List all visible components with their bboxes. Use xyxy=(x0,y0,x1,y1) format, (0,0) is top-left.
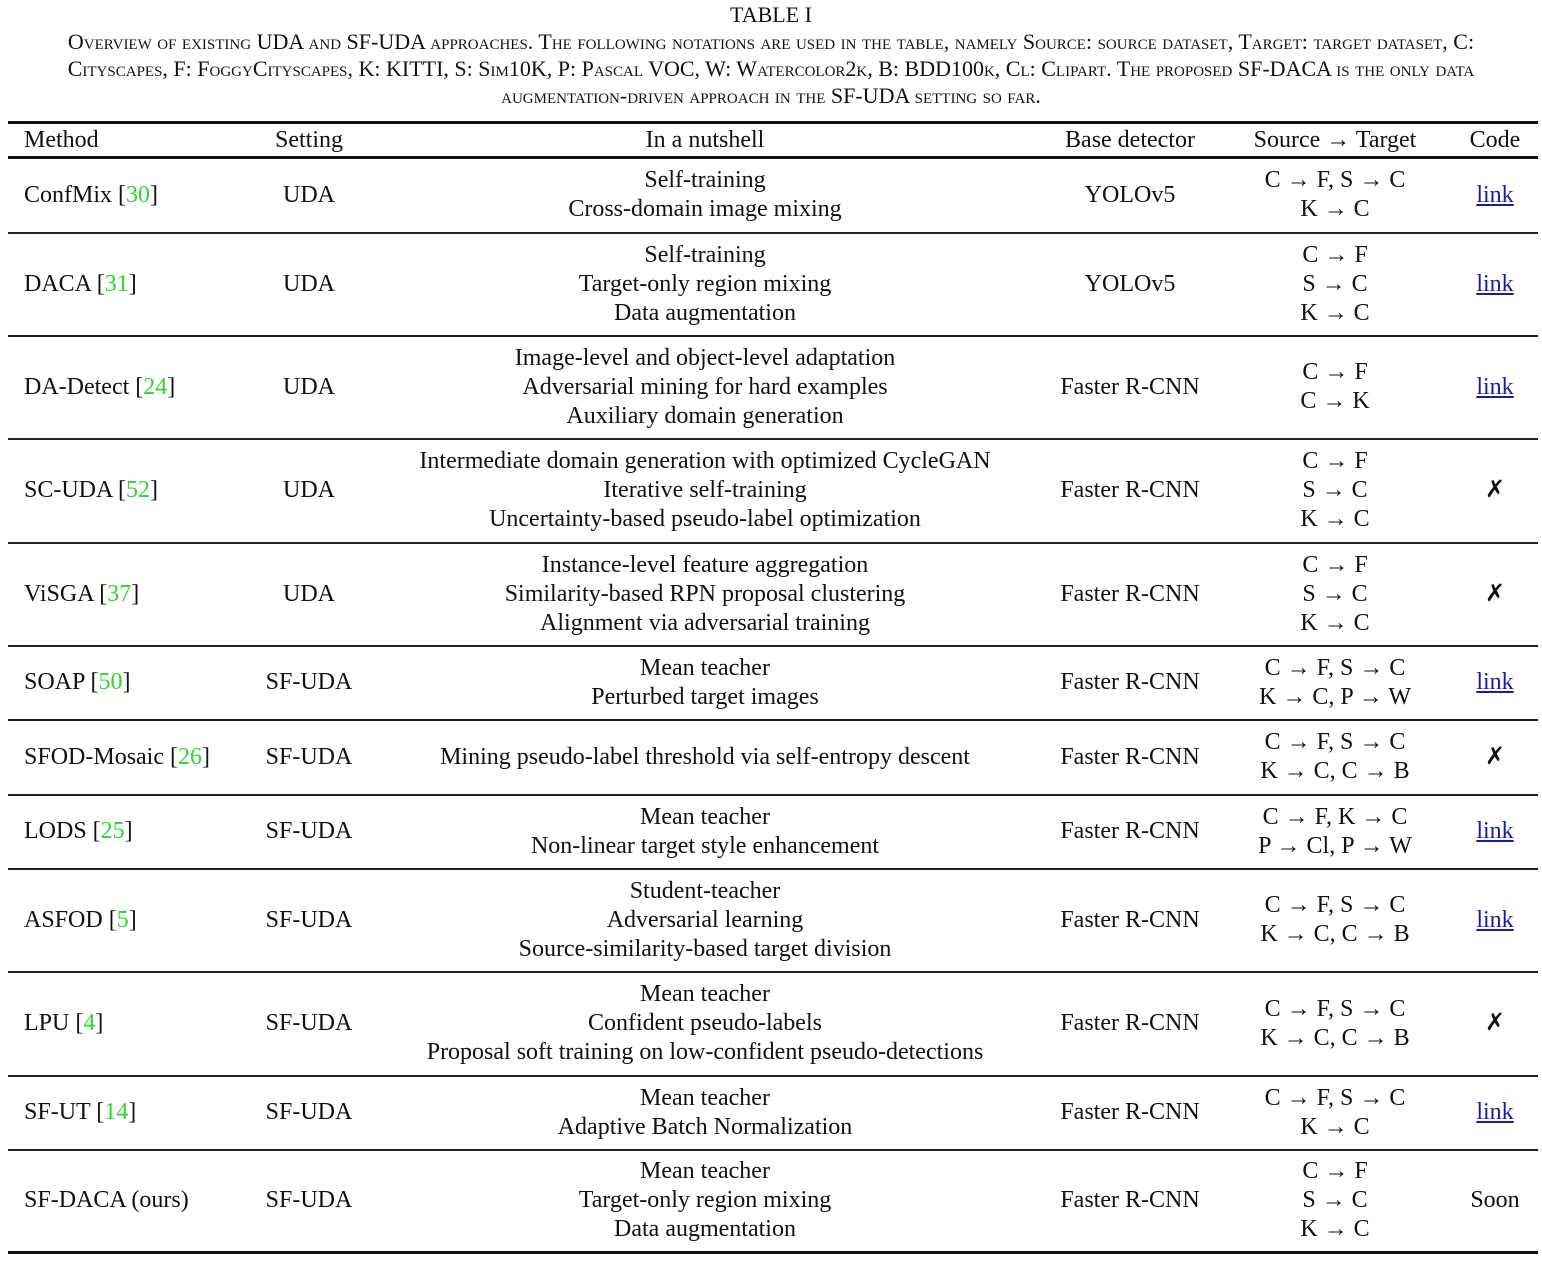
nutshell-cell xyxy=(368,869,1042,972)
nutshell-line: Intermediate domain generation with optimized CycleGAN xyxy=(419,448,991,474)
source-target-line: C → F, K → C xyxy=(1262,803,1408,830)
setting-cell: UDA xyxy=(283,270,335,297)
nutshell-cell xyxy=(368,439,1042,543)
method-name: SFOD-Mosaic xyxy=(24,743,165,770)
base-detector-cell: Faster R-CNN xyxy=(1060,906,1200,933)
table-row xyxy=(8,1076,1538,1150)
source-target-cell xyxy=(1218,646,1452,720)
code-cell xyxy=(1452,439,1538,543)
source-target-line: K → C, C → B xyxy=(1260,758,1410,784)
code-cell xyxy=(1452,1150,1538,1253)
not-available-cross-icon: ✗ xyxy=(1484,743,1506,770)
nutshell-line: Auxiliary domain generation xyxy=(566,402,844,429)
source-target-line: C → F xyxy=(1302,448,1368,474)
nutshell-line: Student-teacher xyxy=(629,877,781,904)
table-row xyxy=(8,233,1538,336)
source-target-line: S → C xyxy=(1302,477,1368,503)
nutshell-line: Iterative self-training xyxy=(603,477,807,503)
table-caption xyxy=(0,0,1542,109)
method-cell: DA-Detect [24] xyxy=(24,373,176,400)
code-cell xyxy=(1452,543,1538,646)
table-row xyxy=(8,336,1538,439)
source-target-line: C → K xyxy=(1300,388,1370,414)
source-target-cell xyxy=(1218,439,1452,543)
citation-link[interactable]: 4 xyxy=(83,1010,96,1036)
not-available-cross-icon: ✗ xyxy=(1484,580,1506,607)
table-row xyxy=(8,869,1538,972)
nutshell-line: Image-level and object-level adaptation xyxy=(514,344,896,371)
citation-link[interactable]: 52 xyxy=(126,477,151,503)
nutshell-cell xyxy=(368,543,1042,646)
nutshell-cell xyxy=(368,336,1042,439)
source-target-line: C → F xyxy=(1302,241,1368,268)
source-target-cell xyxy=(1218,972,1452,1076)
source-target-line: K → C, C → B xyxy=(1260,1024,1410,1051)
base-detector-cell: YOLOv5 xyxy=(1084,181,1176,208)
citation-link[interactable]: 30 xyxy=(126,181,151,208)
nutshell-line: Cross-domain image mixing xyxy=(568,196,842,223)
code-status: Soon xyxy=(1470,1187,1520,1214)
source-target-line: C → F, S → C xyxy=(1264,729,1406,755)
method-name: ViSGA xyxy=(24,580,94,607)
base-detector-cell: Faster R-CNN xyxy=(1060,1099,1200,1125)
method-cell: ViSGA [37] xyxy=(24,580,140,607)
nutshell-line: Mining pseudo-label threshold via self-entropy descent xyxy=(440,743,970,770)
method-cell: ConfMix [30] xyxy=(24,181,159,208)
table-row xyxy=(8,646,1538,720)
citation-link[interactable]: 25 xyxy=(100,818,125,844)
source-target-line: S → C xyxy=(1302,1187,1368,1214)
base-detector-cell: Faster R-CNN xyxy=(1060,1187,1200,1214)
method-cell: SC-UDA [52] xyxy=(24,477,159,503)
header-row xyxy=(8,123,1538,158)
method-name: SOAP xyxy=(24,669,85,695)
base-detector-cell: YOLOv5 xyxy=(1084,270,1176,297)
table-row xyxy=(8,795,1538,869)
code-cell xyxy=(1452,1076,1538,1150)
source-target-line: C → F, S → C xyxy=(1264,1084,1406,1111)
code-cell xyxy=(1452,336,1538,439)
citation-link[interactable]: 37 xyxy=(107,580,132,607)
nutshell-line: Adversarial mining for hard examples xyxy=(522,373,888,400)
source-target-line: C → F, S → C xyxy=(1264,995,1406,1022)
source-target-line: C → F, S → C xyxy=(1264,167,1406,194)
nutshell-line: Mean teacher xyxy=(640,654,770,681)
nutshell-line: Instance-level feature aggregation xyxy=(541,551,869,578)
nutshell-line: Similarity-based RPN proposal clustering xyxy=(504,580,906,607)
code-link[interactable]: link xyxy=(1476,270,1514,297)
table-row xyxy=(8,158,1538,233)
code-link[interactable]: link xyxy=(1476,373,1514,400)
setting-cell: SF-UDA xyxy=(265,1099,353,1125)
source-target-line: K → C, P → W xyxy=(1258,683,1411,710)
method-cell: SF-UT [14] xyxy=(24,1099,137,1125)
source-target-cell xyxy=(1218,1076,1452,1150)
nutshell-line: Perturbed target images xyxy=(591,683,819,710)
code-cell xyxy=(1452,720,1538,795)
code-cell xyxy=(1452,795,1538,869)
setting-cell: SF-UDA xyxy=(265,1010,353,1036)
method-cell: DACA [31] xyxy=(24,270,137,297)
code-cell xyxy=(1452,869,1538,972)
table-row xyxy=(8,439,1538,543)
base-detector-cell: Faster R-CNN xyxy=(1060,580,1200,607)
code-cell xyxy=(1452,158,1538,233)
source-target-line: P → Cl, P → W xyxy=(1258,832,1412,859)
source-target-cell xyxy=(1218,158,1452,233)
method-name: LPU xyxy=(24,1010,70,1036)
citation-link[interactable]: 26 xyxy=(178,743,203,770)
nutshell-line: Uncertainty-based pseudo-label optimization xyxy=(489,506,921,532)
citation-link[interactable]: 5 xyxy=(116,906,129,933)
source-target-line: C → F xyxy=(1302,359,1368,385)
not-available-cross-icon: ✗ xyxy=(1484,477,1506,503)
nutshell-line: Source-similarity-based target division xyxy=(518,935,892,962)
source-target-cell xyxy=(1218,1150,1452,1253)
nutshell-cell xyxy=(368,1076,1042,1150)
caption-text: Overview of existing UDA and SF-UDA approaches. The following notations are used in the table, namely Source: source dataset, Target: target dataset, C: Cityscapes, F: FoggyCityscapes, K: KITTI, S: Sim10K, P: Pascal VOC, W: Watercolor2k, B: BDD100k, Cl: Clipart. The proposed SF-DACA is the only data augmentation-driven approach in the SF-UDA setting so far. xyxy=(67,29,1475,108)
nutshell-line: Mean teacher xyxy=(640,981,770,1007)
source-target-line: C → F, S → C xyxy=(1264,892,1406,918)
nutshell-line: Mean teacher xyxy=(640,1084,770,1111)
nutshell-line: Adaptive Batch Normalization xyxy=(557,1113,853,1140)
citation-link[interactable]: 50 xyxy=(98,669,123,695)
citation-link[interactable]: 31 xyxy=(104,270,129,297)
header-base-detector: Base detector xyxy=(1065,127,1195,153)
table-row xyxy=(8,720,1538,795)
table-row xyxy=(8,543,1538,646)
method-name: LODS xyxy=(24,818,87,844)
code-link[interactable]: link xyxy=(1476,1099,1514,1125)
table-row xyxy=(8,972,1538,1076)
method-cell: LPU [4] xyxy=(24,1010,104,1036)
nutshell-cell xyxy=(368,795,1042,869)
nutshell-cell xyxy=(368,158,1042,233)
source-target-cell xyxy=(1218,336,1452,439)
code-link[interactable]: link xyxy=(1476,906,1514,933)
header-method: Method xyxy=(24,127,99,153)
methods-table xyxy=(8,121,1538,1254)
setting-cell: SF-UDA xyxy=(265,743,353,770)
nutshell-cell xyxy=(368,1150,1042,1253)
code-cell xyxy=(1452,233,1538,336)
method-cell: SFOD-Mosaic [26] xyxy=(24,743,211,770)
nutshell-line: Confident pseudo-labels xyxy=(588,1010,822,1036)
base-detector-cell: Faster R-CNN xyxy=(1060,669,1200,695)
header-code: Code xyxy=(1469,127,1521,153)
citation-link[interactable]: 14 xyxy=(104,1099,129,1125)
setting-cell: UDA xyxy=(283,181,335,208)
method-name: DA-Detect xyxy=(24,373,130,400)
source-target-cell xyxy=(1218,795,1452,869)
source-target-cell xyxy=(1218,233,1452,336)
source-target-line: K → C xyxy=(1300,609,1370,636)
setting-cell: SF-UDA xyxy=(265,818,353,844)
citation-link[interactable]: 24 xyxy=(143,373,168,400)
setting-cell: UDA xyxy=(283,477,335,503)
source-target-line: K → C xyxy=(1300,299,1370,326)
source-target-line: S → C xyxy=(1302,270,1368,297)
nutshell-line: Adversarial learning xyxy=(606,906,804,933)
nutshell-line: Self-training xyxy=(644,241,766,268)
base-detector-cell: Faster R-CNN xyxy=(1060,1010,1200,1036)
table-title: TABLE I xyxy=(730,2,812,27)
nutshell-line: Alignment via adversarial training xyxy=(540,609,870,636)
setting-cell: SF-UDA xyxy=(265,669,353,695)
source-target-cell xyxy=(1218,720,1452,795)
source-target-line: K → C xyxy=(1300,506,1370,532)
header-nutshell: In a nutshell xyxy=(645,127,765,153)
method-name: DACA xyxy=(24,270,91,297)
source-target-line: K → C xyxy=(1300,1113,1370,1140)
nutshell-line: Data augmentation xyxy=(614,1216,796,1243)
nutshell-cell xyxy=(368,646,1042,720)
code-link[interactable]: link xyxy=(1476,818,1514,844)
method-name: SF-DACA (ours) xyxy=(24,1187,189,1214)
header-setting: Setting xyxy=(274,127,343,153)
nutshell-line: Non-linear target style enhancement xyxy=(530,832,880,859)
nutshell-cell xyxy=(368,972,1042,1076)
base-detector-cell: Faster R-CNN xyxy=(1060,818,1200,844)
method-name: SF-UT xyxy=(24,1099,91,1125)
source-target-line: K → C xyxy=(1300,196,1370,223)
source-target-line: S → C xyxy=(1302,580,1368,607)
nutshell-line: Target-only region mixing xyxy=(578,1187,832,1214)
method-name: ConfMix xyxy=(24,181,113,208)
code-link[interactable]: link xyxy=(1476,181,1514,208)
nutshell-line: Target-only region mixing xyxy=(578,270,832,297)
method-cell: LODS [25] xyxy=(24,818,133,844)
source-target-cell xyxy=(1218,869,1452,972)
source-target-line: C → F xyxy=(1302,551,1368,578)
code-link[interactable]: link xyxy=(1476,669,1514,695)
base-detector-cell: Faster R-CNN xyxy=(1060,373,1200,400)
method-cell: ASFOD [5] xyxy=(24,906,137,933)
method-name: ASFOD xyxy=(24,906,103,933)
source-target-line: C → F xyxy=(1302,1158,1368,1185)
nutshell-cell xyxy=(368,233,1042,336)
setting-cell: UDA xyxy=(283,580,335,607)
base-detector-cell: Faster R-CNN xyxy=(1060,477,1200,503)
not-available-cross-icon: ✗ xyxy=(1484,1010,1506,1036)
setting-cell: UDA xyxy=(283,373,335,400)
source-target-cell xyxy=(1218,543,1452,646)
table-row xyxy=(8,1150,1538,1253)
nutshell-line: Self-training xyxy=(644,167,766,194)
source-target-line: C → F, S → C xyxy=(1264,654,1406,681)
code-cell xyxy=(1452,646,1538,720)
setting-cell: SF-UDA xyxy=(265,906,353,933)
nutshell-line: Mean teacher xyxy=(640,803,770,830)
method-name: SC-UDA xyxy=(24,477,113,503)
nutshell-line: Mean teacher xyxy=(640,1158,770,1185)
source-target-line: K → C xyxy=(1300,1216,1370,1243)
nutshell-line: Proposal soft training on low-confident pseudo-detections xyxy=(426,1039,984,1065)
header-source-target: Source → Target xyxy=(1253,127,1417,153)
method-cell: SOAP [50] xyxy=(24,669,131,695)
source-target-line: K → C, C → B xyxy=(1260,921,1410,947)
base-detector-cell: Faster R-CNN xyxy=(1060,743,1200,770)
setting-cell: SF-UDA xyxy=(265,1187,353,1214)
nutshell-cell xyxy=(368,720,1042,795)
method-cell xyxy=(8,1150,250,1253)
code-cell xyxy=(1452,972,1538,1076)
nutshell-line: Data augmentation xyxy=(614,299,796,326)
